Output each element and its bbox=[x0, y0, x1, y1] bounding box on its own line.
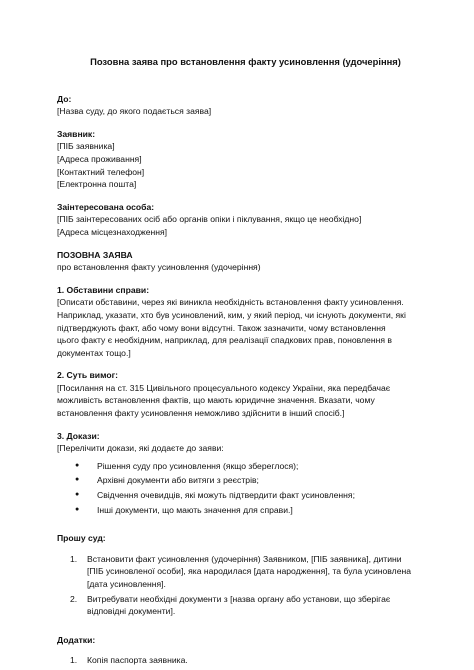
evidence-item: ● Архівні документи або витяги з реєстрів; bbox=[97, 474, 434, 487]
request-item bbox=[70, 593, 434, 618]
attachment-item-number: 1. bbox=[70, 655, 78, 666]
requirements-section bbox=[57, 369, 434, 419]
applicant-phone: [Контактний телефон] bbox=[57, 166, 145, 177]
circumstances-line: [Описати обставини, через які виникла необхідність встановлення факту усиновлення. bbox=[57, 297, 404, 308]
request-item-line: Встановити факт усиновлення (удочеріння) Заявником, [ПІБ заявника], дитини bbox=[87, 553, 402, 564]
attachment-item-text: Копія паспорта заявника. bbox=[87, 655, 188, 666]
request-section bbox=[57, 532, 434, 618]
interested-party-address: [Адреса місцезнаходження] bbox=[57, 226, 168, 237]
attachments-list bbox=[57, 654, 434, 667]
request-list bbox=[57, 553, 434, 618]
evidence-section bbox=[57, 430, 434, 517]
claim-heading-section bbox=[57, 249, 434, 274]
applicant-name: [ПІБ заявника] bbox=[57, 141, 115, 152]
interested-party-name: [ПІБ заінтересованих осіб або органів опіки і піклування, якщо це необхідно] bbox=[57, 214, 362, 225]
to-section bbox=[57, 93, 434, 118]
circumstances-line: підтверджують факт, або чому вони відсутні. Також зазначити, чому встановлення bbox=[57, 322, 386, 333]
interested-party-section bbox=[57, 201, 434, 239]
attachment-item bbox=[70, 654, 434, 667]
request-item-number: 1. bbox=[70, 553, 78, 564]
request-item-number: 2. bbox=[70, 593, 78, 604]
requirements-label: 2. Суть вимог: bbox=[57, 370, 119, 381]
request-item-line: [ПІБ усиновленої особи], яка народилася [дата народження], та була усиновлена bbox=[87, 566, 411, 577]
requirements-line: встановлення факту усиновлення неможливо здійснити в інший спосіб.] bbox=[57, 408, 345, 419]
circumstances-line: документах тощо.] bbox=[57, 347, 131, 358]
circumstances-line: Наприклад, указати, хто був усиновлений, ким, у який період, чи існують документи, які bbox=[57, 309, 406, 320]
requirements-line: можливість встановлення фактів, що мають юридичне значення. Вказати, чому bbox=[57, 395, 375, 406]
request-label: Прошу суд: bbox=[57, 533, 106, 544]
interested-party-label: Заінтересована особа: bbox=[57, 201, 155, 212]
evidence-intro: [Перелічити докази, які додаєте до заяви: bbox=[57, 443, 224, 454]
attachments-section bbox=[57, 634, 434, 667]
circumstances-line: цього факту є необхідним, наприклад, для реалізації спадкових прав, поновлення в bbox=[57, 335, 392, 346]
court-name: [Назва суду, до якого подається заява] bbox=[57, 106, 212, 117]
claim-subheading: про встановлення факту усиновлення (удочеріння) bbox=[57, 262, 261, 273]
circumstances-label: 1. Обставини справи: bbox=[57, 284, 150, 295]
request-item-line: відповідні документи]. bbox=[87, 606, 176, 617]
to-label: До: bbox=[57, 93, 72, 104]
evidence-label: 3. Докази: bbox=[57, 430, 100, 441]
attachments-label: Додатки: bbox=[57, 634, 96, 645]
evidence-list bbox=[57, 460, 434, 516]
claim-heading: ПОЗОВНА ЗАЯВА bbox=[57, 249, 133, 260]
applicant-label: Заявник: bbox=[57, 128, 96, 139]
applicant-section bbox=[57, 128, 434, 191]
applicant-address: [Адреса проживання] bbox=[57, 153, 142, 164]
evidence-item: ● Інші документи, що мають значення для справи.] bbox=[97, 504, 434, 517]
request-item bbox=[70, 553, 434, 591]
applicant-email: [Електронна пошта] bbox=[57, 179, 137, 190]
circumstances-section bbox=[57, 284, 434, 360]
document-title: Позовна заява про встановлення факту усиновлення (удочеріння) bbox=[90, 56, 401, 67]
evidence-item: ● Свідчення очевидців, які можуть підтвердити факт усиновлення; bbox=[97, 489, 434, 502]
evidence-item: ● Рішення суду про усиновлення (якщо збереглося); bbox=[97, 460, 434, 473]
request-item-line: Витребувати необхідні документи з [назва органу або установи, що зберігає bbox=[87, 593, 391, 604]
requirements-line: [Посилання на ст. 315 Цивільного процесуального кодексу України, яка передбачає bbox=[57, 382, 391, 393]
request-item-line: [дата усиновлення]. bbox=[87, 579, 166, 589]
